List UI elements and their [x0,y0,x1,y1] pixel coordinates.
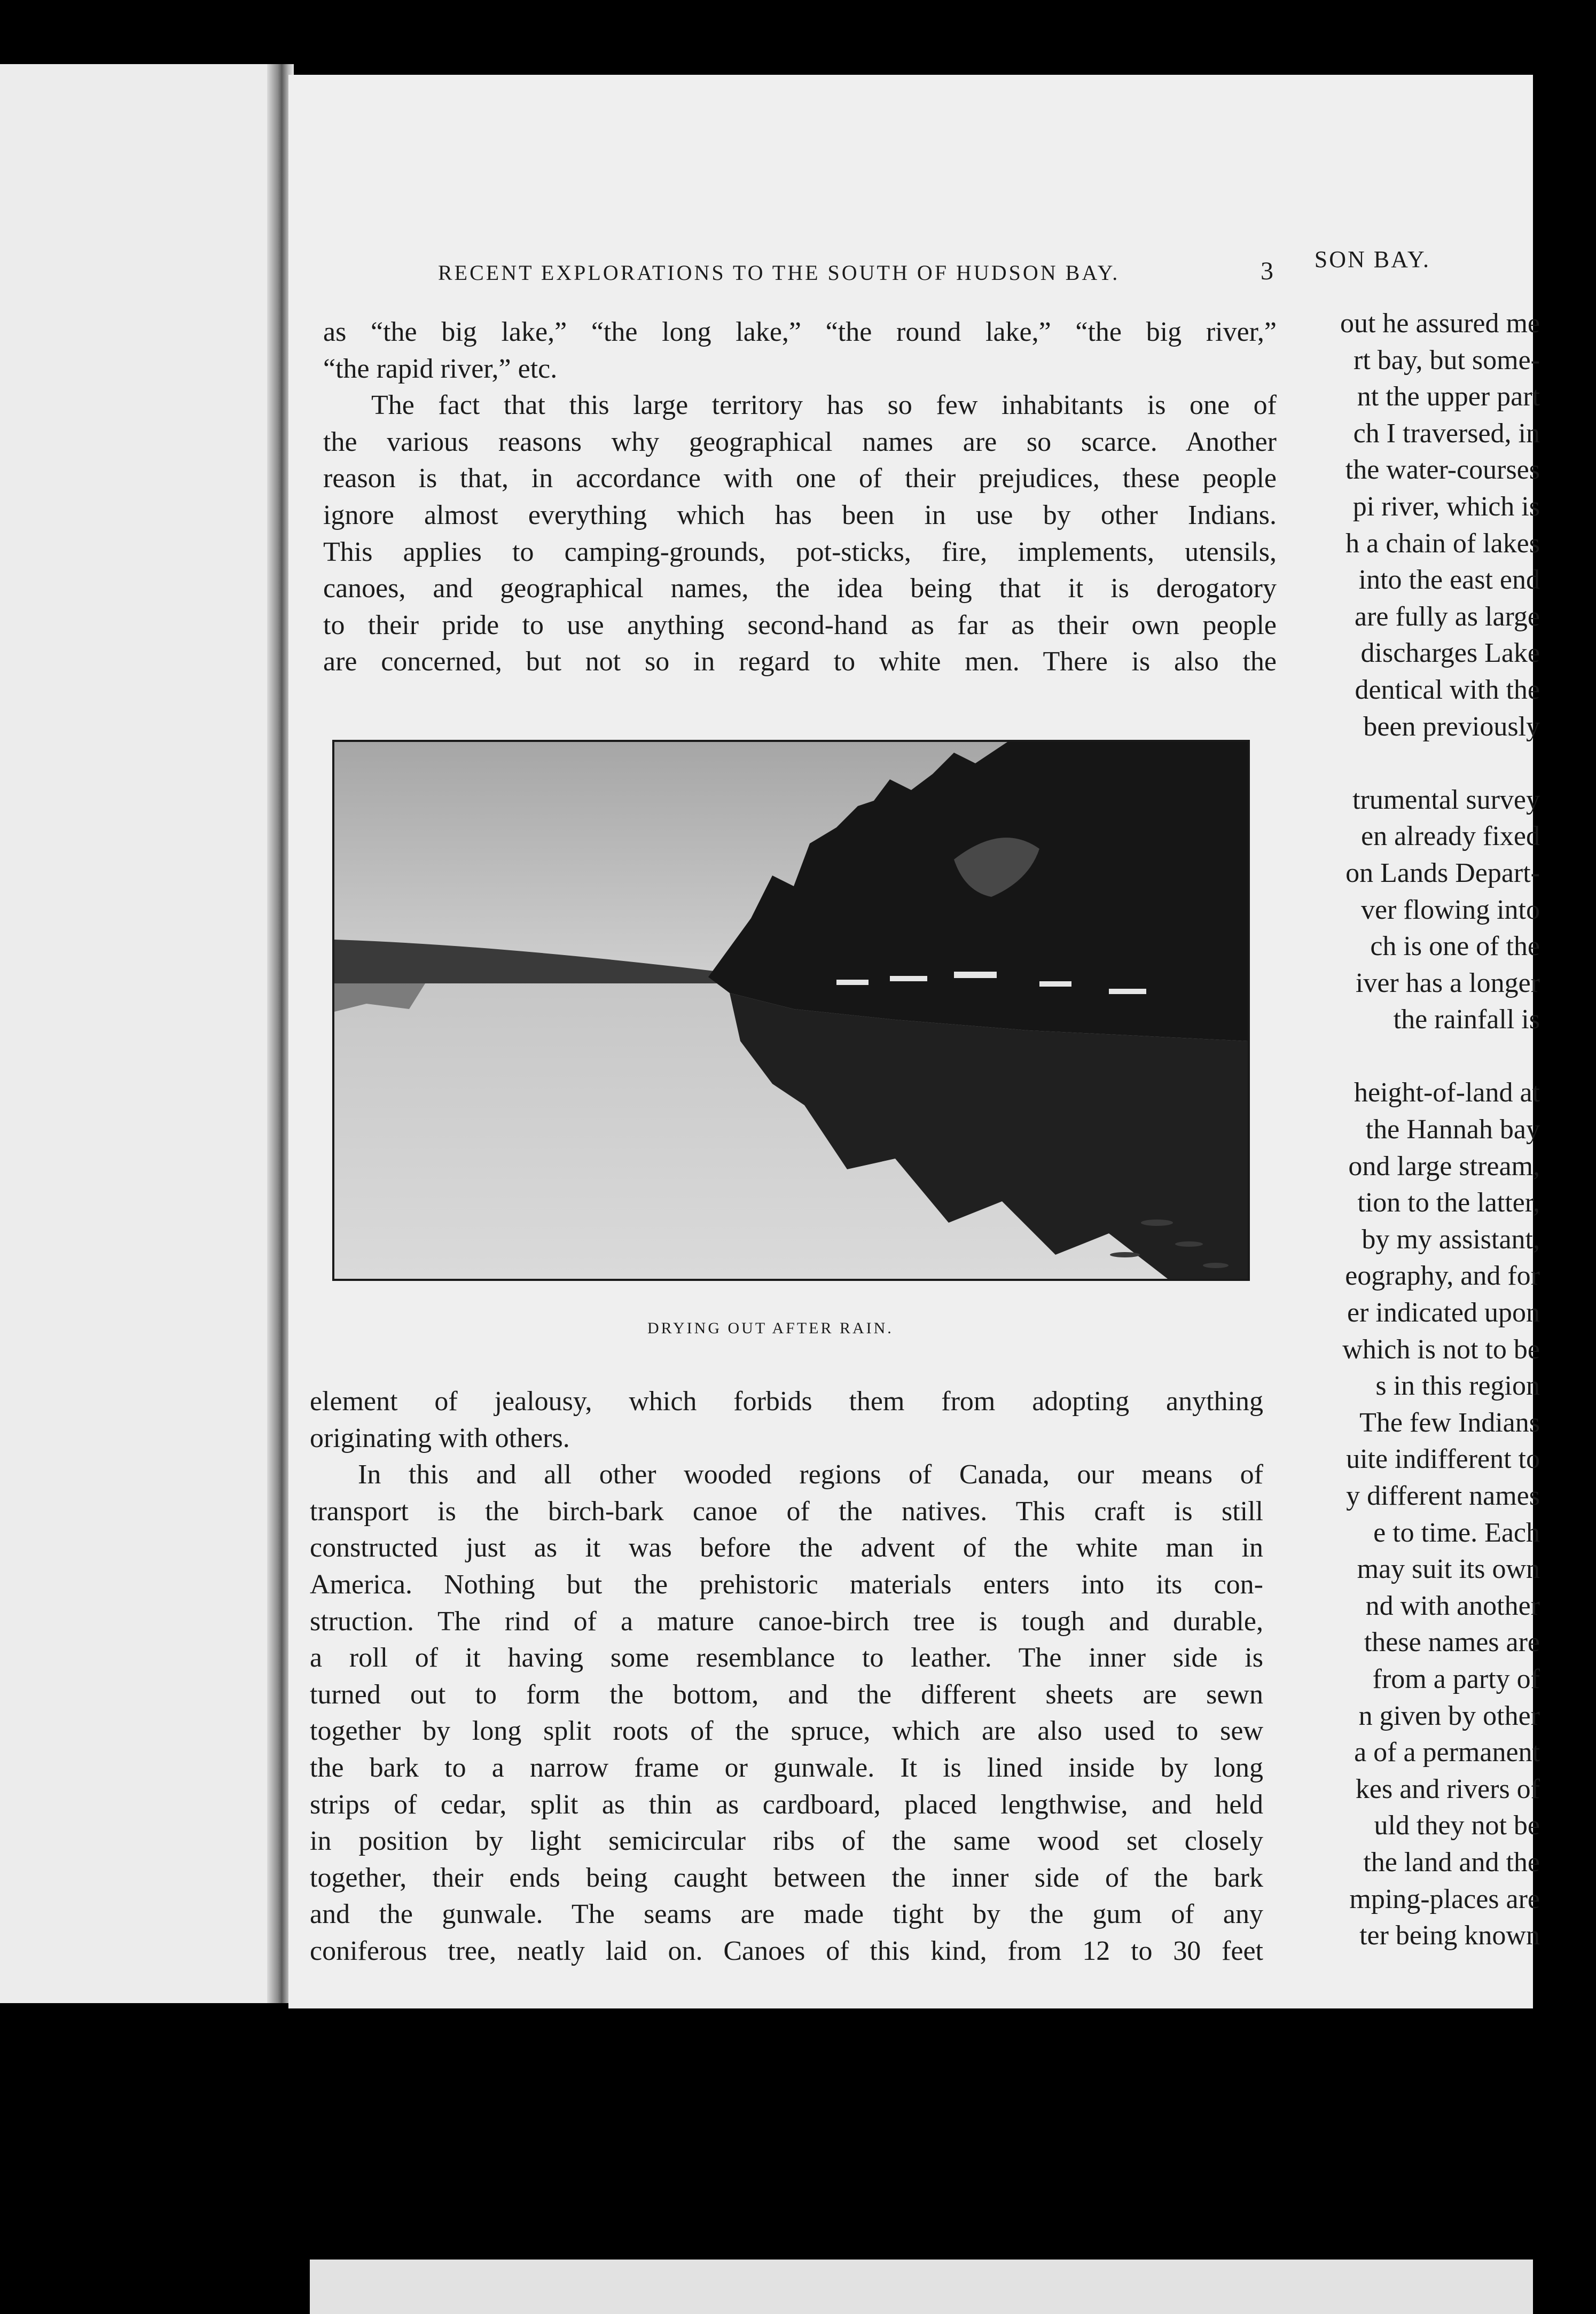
text-line: This applies to camping-grounds, pot-sticks, fire, implements, utensils, [323,536,1277,567]
left-text-line: nt the upper part [1357,381,1540,412]
text-line: canoes, and geographical names, the idea being that it is derogatory [323,573,1277,604]
left-text-line: these names are [1364,1627,1540,1658]
lower-paragraphs [310,1383,1263,1970]
left-text-line: dentical with the [1355,674,1540,705]
text-line: struction. The rind of a mature canoe-birch tree is tough and durable, [310,1606,1263,1637]
left-text-line: the water-courses [1345,455,1540,486]
left-text-line: ch is one of the [1370,931,1540,962]
text-line: “the rapid river,” etc. [323,353,558,384]
left-text-line: en already fixed [1361,821,1540,852]
text-line: to their pride to use anything second-hand as far as their own people [323,609,1277,640]
text-line: coniferous tree, neatly laid on. Canoes of this kind, from 12 to 30 feet [310,1935,1263,1966]
text-line: the various reasons why geographical names are so scarce. Another [323,426,1277,457]
text-line: together by long split roots of the spruce, which are also used to sew [310,1716,1263,1747]
left-text-line: from a party of [1372,1663,1540,1694]
left-text-line: trumental survey [1352,784,1540,815]
left-text-line: The few Indians [1359,1407,1540,1438]
text-line: the bark to a narrow frame or gunwale. It is lined inside by long [310,1752,1263,1783]
left-text-line: been previously [1363,711,1540,742]
upper-paragraphs [323,314,1277,681]
left-text-line: out he assured me [1340,308,1540,339]
left-text-line: may suit its own [1357,1554,1540,1585]
left-text-line: mping-places are [1349,1883,1540,1914]
left-text-line: eography, and for [1345,1261,1540,1292]
text-line: originating with others. [310,1422,570,1453]
left-text-line: s in this region [1375,1371,1540,1402]
text-line: element of jealousy, which forbids them from adopting anything [310,1386,1263,1417]
left-text-line: ter being known [1359,1920,1540,1951]
left-text-line: pi river, which is [1352,491,1540,522]
left-text-line: tion to the latter, [1357,1187,1540,1218]
left-text-line: rt bay, but some- [1354,345,1540,376]
text-line: ignore almost everything which has been in use by other Indians. [323,499,1277,530]
left-text-line: discharges Lake [1360,638,1540,669]
left-text-line: are fully as large [1355,601,1540,632]
photo-caption: DRYING OUT AFTER RAIN. [647,1319,894,1337]
left-text-line: by my assistant, [1362,1224,1540,1255]
text-line: America. Nothing but the prehistoric materials enters into its con- [310,1569,1263,1600]
lake-photograph [332,740,1250,1281]
left-text-line: the land and the [1363,1847,1540,1878]
left-text-line: uld they not be [1374,1810,1540,1841]
left-text-line: er indicated upon [1347,1297,1540,1328]
left-text-line: the Hannah bay [1365,1114,1540,1145]
page-number: 3 [1261,257,1273,285]
text-line: a roll of it having some resemblance to leather. The inner side is [310,1643,1263,1674]
text-line: In this and all other wooded regions of Canada, our means of [358,1459,1263,1490]
text-line: in position by light semicircular ribs of the same wood set closely [310,1826,1263,1857]
left-text-line: ch I traversed, in [1353,418,1540,449]
text-line: are concerned, but not so in regard to white men. There is also the [323,646,1277,677]
left-text-line: e to time. Each [1373,1517,1540,1548]
left-text-line: n given by other [1358,1700,1540,1731]
text-line: reason is that, in accordance with one of their prejudices, these people [323,463,1277,494]
text-line: together, their ends being caught between the inner side of the bark [310,1862,1263,1893]
running-head: RECENT EXPLORATIONS TO THE SOUTH OF HUDSON BAY. [438,261,1120,285]
left-text-line: a of a permanent [1354,1737,1540,1768]
left-text-line: kes and rivers of [1355,1773,1540,1804]
left-text-line: ond large stream, [1348,1151,1540,1182]
left-text-line: iver has a longer [1355,967,1540,998]
left-text-line: nd with another [1365,1590,1540,1621]
text-line: constructed just as it was before the advent of the white man in [310,1533,1263,1563]
left-text-line: h a chain of lakes [1345,528,1540,559]
text-line: turned out to form the bottom, and the different sheets are sewn [310,1679,1263,1710]
text-line: transport is the birch-bark canoe of the natives. This craft is still [310,1496,1263,1527]
left-text-line: y different names [1346,1481,1540,1511]
next-page-edge [310,2260,1533,2314]
left-text-line: ver flowing into [1360,894,1540,925]
text-line: and the gunwale. The seams are made tight by the gum of any [310,1899,1263,1930]
text-line: as “the big lake,” “the long lake,” “the round lake,” “the big river,” [323,317,1277,347]
left-running-head: SON BAY. [1314,246,1430,272]
left-text-line: which is not to be [1342,1334,1540,1365]
text-line: strips of cedar, split as thin as cardboard, placed lengthwise, and held [310,1789,1263,1820]
left-text-line: the rainfall is [1393,1004,1540,1035]
left-text-line: uite indifferent to [1346,1444,1540,1475]
text-line: The fact that this large territory has so few inhabitants is one of [371,390,1277,421]
left-text-line: height-of-land at [1354,1077,1540,1108]
left-text-line: into the east end [1358,565,1540,596]
left-page [0,64,280,2003]
left-text-line: on Lands Depart- [1345,857,1540,888]
